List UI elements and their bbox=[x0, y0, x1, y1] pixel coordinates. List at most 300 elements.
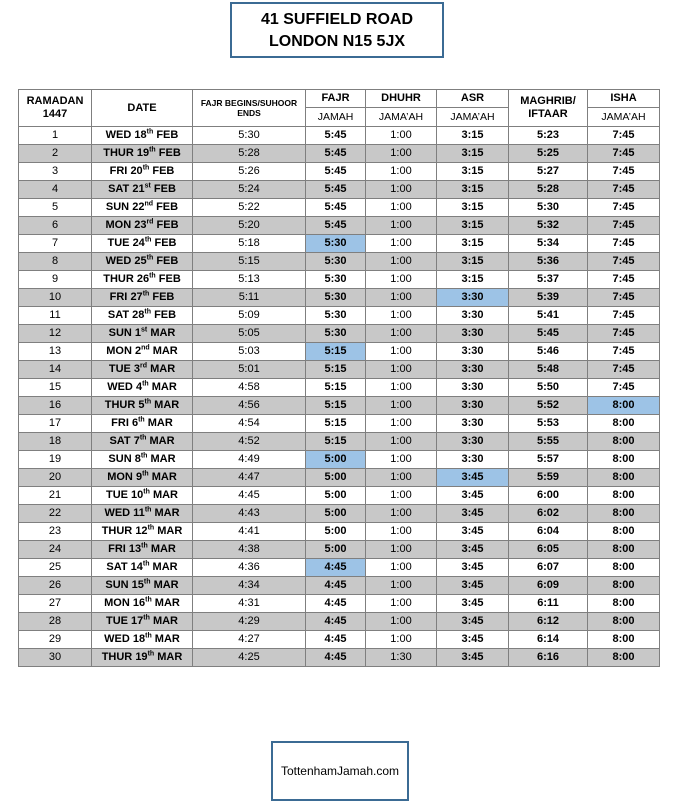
day-number: 21 bbox=[132, 183, 145, 195]
ordinal-suffix: th bbox=[147, 650, 155, 658]
date-cell bbox=[92, 163, 193, 181]
weekday: THUR bbox=[103, 273, 134, 285]
dhuhr-jamaah-cell: 1:00 bbox=[366, 145, 437, 163]
isha-jamaah-cell: 8:00 bbox=[588, 451, 660, 469]
day-number: 8 bbox=[134, 453, 141, 465]
maghrib-iftaar-cell: 5:34 bbox=[509, 235, 588, 253]
day-number: 5 bbox=[138, 399, 145, 411]
isha-jamaah-cell: 7:45 bbox=[588, 307, 660, 325]
day-number: 24 bbox=[132, 237, 145, 249]
isha-jamaah-cell: 7:45 bbox=[588, 289, 660, 307]
dhuhr-jamaah-cell: 1:00 bbox=[366, 361, 437, 379]
fajr-begins-cell: 4:38 bbox=[193, 541, 306, 559]
asr-jamaah-cell: 3:15 bbox=[437, 235, 509, 253]
maghrib-iftaar-cell: 5:55 bbox=[509, 433, 588, 451]
ramadan-timetable bbox=[18, 89, 660, 667]
dhuhr-jamaah-cell: 1:00 bbox=[366, 217, 437, 235]
maghrib-iftaar-cell: 5:23 bbox=[509, 127, 588, 145]
maghrib-iftaar-cell: 6:14 bbox=[509, 631, 588, 649]
date-cell bbox=[92, 289, 193, 307]
maghrib-iftaar-cell: 6:00 bbox=[509, 487, 588, 505]
maghrib-iftaar-cell: 5:27 bbox=[509, 163, 588, 181]
table-row bbox=[19, 127, 660, 145]
asr-jamaah-cell: 3:30 bbox=[437, 361, 509, 379]
date-cell bbox=[92, 199, 193, 217]
dhuhr-jamaah-cell: 1:00 bbox=[366, 613, 437, 631]
maghrib-iftaar-cell: 5:59 bbox=[509, 469, 588, 487]
fajr-jamah-cell: 5:00 bbox=[306, 541, 366, 559]
fajr-jamah-cell: 5:00 bbox=[306, 487, 366, 505]
asr-jamaah-cell: 3:45 bbox=[437, 649, 509, 667]
fajr-jamah-cell: 4:45 bbox=[306, 595, 366, 613]
isha-jamaah-cell: 7:45 bbox=[588, 235, 660, 253]
weekday: SUN bbox=[108, 327, 132, 339]
date-cell bbox=[92, 469, 193, 487]
ordinal-suffix: nd bbox=[141, 344, 150, 352]
table-row bbox=[19, 577, 660, 595]
weekday: SAT bbox=[107, 309, 130, 321]
maghrib-iftaar-cell: 5:28 bbox=[509, 181, 588, 199]
ordinal-suffix: th bbox=[146, 254, 154, 262]
weekday: FRI bbox=[109, 165, 128, 177]
weekday: WED bbox=[105, 255, 132, 267]
weekday: THUR bbox=[103, 147, 134, 159]
maghrib-iftaar-cell: 5:46 bbox=[509, 343, 588, 361]
weekday: FRI bbox=[109, 291, 128, 303]
month: MAR bbox=[150, 453, 176, 465]
ordinal-suffix: th bbox=[146, 128, 154, 136]
ramadan-header: RAMADAN 1447 bbox=[19, 90, 92, 127]
fajr-begins-cell: 5:01 bbox=[193, 361, 306, 379]
date-cell bbox=[92, 451, 193, 469]
ordinal-suffix: th bbox=[145, 596, 152, 604]
date-cell bbox=[92, 631, 193, 649]
weekday: SAT bbox=[106, 561, 128, 573]
isha-jamaah-cell: 8:00 bbox=[588, 469, 660, 487]
date-cell bbox=[92, 379, 193, 397]
isha-jamaah-cell: 7:45 bbox=[588, 343, 660, 361]
asr-subheader: JAMA’AH bbox=[437, 108, 509, 127]
month: MAR bbox=[152, 615, 179, 627]
fajr-jamah-cell: 4:45 bbox=[306, 559, 366, 577]
isha-jamaah-cell: 8:00 bbox=[588, 559, 660, 577]
timetable-body bbox=[19, 127, 660, 667]
fajr-begins-cell: 5:18 bbox=[193, 235, 306, 253]
month: MAR bbox=[147, 417, 173, 429]
isha-jamaah-cell: 7:45 bbox=[588, 271, 660, 289]
date-cell bbox=[92, 613, 193, 631]
fajr-begins-cell: 4:54 bbox=[193, 415, 306, 433]
maghrib-iftaar-cell: 5:37 bbox=[509, 271, 588, 289]
fajr-begins-cell: 4:27 bbox=[193, 631, 306, 649]
day-number: 4 bbox=[135, 381, 143, 393]
fajr-begins-cell: 4:41 bbox=[193, 523, 306, 541]
date-cell bbox=[92, 433, 193, 451]
ramadan-day-cell: 13 bbox=[19, 343, 92, 361]
ramadan-day-cell: 19 bbox=[19, 451, 92, 469]
weekday: WED bbox=[107, 381, 133, 393]
fajr-jamah-cell: 5:15 bbox=[306, 361, 366, 379]
date-cell bbox=[92, 145, 193, 163]
day-number: 22 bbox=[132, 201, 145, 213]
month: MAR bbox=[149, 435, 175, 447]
date-cell bbox=[92, 487, 193, 505]
isha-jamaah-cell: 7:45 bbox=[588, 361, 660, 379]
asr-jamaah-cell: 3:30 bbox=[437, 325, 509, 343]
ordinal-suffix: rd bbox=[140, 362, 148, 370]
fajr-begins-cell: 5:20 bbox=[193, 217, 306, 235]
isha-jamaah-cell: 7:45 bbox=[588, 163, 660, 181]
asr-jamaah-cell: 3:15 bbox=[437, 181, 509, 199]
day-number: 18 bbox=[132, 633, 146, 645]
dhuhr-subheader: JAMA’AH bbox=[366, 108, 437, 127]
ordinal-suffix: th bbox=[142, 560, 150, 568]
asr-jamaah-cell: 3:30 bbox=[437, 343, 509, 361]
dhuhr-jamaah-cell: 1:00 bbox=[366, 415, 437, 433]
month: MAR bbox=[150, 363, 176, 375]
ramadan-day-cell: 23 bbox=[19, 523, 92, 541]
date-cell bbox=[92, 415, 193, 433]
ordinal-suffix: th bbox=[143, 578, 151, 586]
fajr-jamah-cell: 5:00 bbox=[306, 523, 366, 541]
month: FEB bbox=[156, 201, 179, 213]
maghrib-iftaar-cell: 5:30 bbox=[509, 199, 588, 217]
month: FEB bbox=[154, 237, 177, 249]
ordinal-suffix: nd bbox=[144, 200, 154, 208]
ordinal-suffix: th bbox=[144, 398, 152, 406]
table-row bbox=[19, 253, 660, 271]
maghrib-header: MAGHRIB/ IFTAAR bbox=[509, 90, 588, 127]
weekday: SUN bbox=[105, 579, 129, 591]
asr-jamaah-cell: 3:15 bbox=[437, 271, 509, 289]
isha-jamaah-cell: 7:45 bbox=[588, 199, 660, 217]
dhuhr-jamaah-cell: 1:00 bbox=[366, 541, 437, 559]
maghrib-iftaar-cell: 6:11 bbox=[509, 595, 588, 613]
dhuhr-header: DHUHR bbox=[366, 90, 437, 108]
dhuhr-jamaah-cell: 1:30 bbox=[366, 649, 437, 667]
asr-jamaah-cell: 3:45 bbox=[437, 559, 509, 577]
date-cell bbox=[92, 649, 193, 667]
address-line-2: LONDON N15 5JX bbox=[268, 33, 406, 50]
dhuhr-jamaah-cell: 1:00 bbox=[366, 631, 437, 649]
fajr-begins-cell: 4:36 bbox=[193, 559, 306, 577]
day-number: 7 bbox=[133, 435, 140, 447]
ramadan-day-cell: 20 bbox=[19, 469, 92, 487]
ramadan-day-cell: 30 bbox=[19, 649, 92, 667]
weekday: SUN bbox=[105, 201, 130, 213]
table-row bbox=[19, 649, 660, 667]
maghrib-iftaar-cell: 6:09 bbox=[509, 577, 588, 595]
ramadan-day-cell: 21 bbox=[19, 487, 92, 505]
asr-jamaah-cell: 3:30 bbox=[437, 379, 509, 397]
month: MAR bbox=[157, 651, 183, 663]
day-number: 28 bbox=[132, 309, 145, 321]
date-cell bbox=[92, 577, 193, 595]
website-label: TottenhamJamah.com bbox=[280, 764, 400, 778]
dhuhr-jamaah-cell: 1:00 bbox=[366, 487, 437, 505]
fajr-jamah-cell: 5:45 bbox=[306, 199, 366, 217]
isha-jamaah-cell: 7:45 bbox=[588, 379, 660, 397]
ramadan-day-cell: 5 bbox=[19, 199, 92, 217]
table-row bbox=[19, 397, 660, 415]
dhuhr-jamaah-cell: 1:00 bbox=[366, 451, 437, 469]
ordinal-suffix: th bbox=[142, 164, 150, 172]
date-cell bbox=[92, 505, 193, 523]
table-row bbox=[19, 487, 660, 505]
fajr-begins-cell: 5:22 bbox=[193, 199, 306, 217]
maghrib-iftaar-cell: 5:39 bbox=[509, 289, 588, 307]
dhuhr-jamaah-cell: 1:00 bbox=[366, 379, 437, 397]
date-cell bbox=[92, 127, 193, 145]
dhuhr-jamaah-cell: 1:00 bbox=[366, 199, 437, 217]
mosque-address-box bbox=[230, 2, 444, 58]
dhuhr-jamaah-cell: 1:00 bbox=[366, 127, 437, 145]
date-cell bbox=[92, 361, 193, 379]
asr-jamaah-cell: 3:45 bbox=[437, 541, 509, 559]
asr-jamaah-cell: 3:30 bbox=[437, 433, 509, 451]
table-row bbox=[19, 433, 660, 451]
maghrib-iftaar-cell: 6:16 bbox=[509, 649, 588, 667]
month: MAR bbox=[154, 507, 180, 519]
asr-jamaah-cell: 3:45 bbox=[437, 613, 509, 631]
table-row bbox=[19, 235, 660, 253]
month: FEB bbox=[156, 219, 179, 231]
fajr-jamah-cell: 5:45 bbox=[306, 127, 366, 145]
ramadan-day-cell: 16 bbox=[19, 397, 92, 415]
month: MAR bbox=[157, 525, 183, 537]
asr-jamaah-cell: 3:15 bbox=[437, 253, 509, 271]
fajr-begins-cell: 5:24 bbox=[193, 181, 306, 199]
day-number: 27 bbox=[130, 291, 143, 303]
day-number: 13 bbox=[128, 543, 142, 555]
maghrib-iftaar-cell: 6:12 bbox=[509, 613, 588, 631]
weekday: TUE bbox=[108, 363, 131, 375]
month: MAR bbox=[154, 633, 180, 645]
dhuhr-jamaah-cell: 1:00 bbox=[366, 577, 437, 595]
dhuhr-jamaah-cell: 1:00 bbox=[366, 181, 437, 199]
fajr-jamah-cell: 5:00 bbox=[306, 469, 366, 487]
fajr-jamah-cell: 5:30 bbox=[306, 253, 366, 271]
month: FEB bbox=[156, 129, 179, 141]
day-number: 23 bbox=[134, 219, 147, 231]
ordinal-suffix: th bbox=[143, 614, 150, 622]
fajr-jamah-cell: 4:45 bbox=[306, 613, 366, 631]
weekday: SAT bbox=[109, 435, 131, 447]
month: FEB bbox=[152, 291, 175, 303]
day-number: 15 bbox=[131, 579, 144, 591]
day-number: 26 bbox=[136, 273, 150, 285]
fajr-begins-cell: 4:43 bbox=[193, 505, 306, 523]
isha-jamaah-cell: 7:45 bbox=[588, 145, 660, 163]
table-row bbox=[19, 541, 660, 559]
ordinal-suffix: th bbox=[149, 272, 156, 280]
weekday: SAT bbox=[108, 183, 130, 195]
ramadan-day-cell: 3 bbox=[19, 163, 92, 181]
ramadan-day-cell: 17 bbox=[19, 415, 92, 433]
ordinal-suffix: th bbox=[143, 488, 150, 496]
ramadan-day-cell: 6 bbox=[19, 217, 92, 235]
fajr-begins-cell: 5:11 bbox=[193, 289, 306, 307]
isha-jamaah-cell: 8:00 bbox=[588, 577, 660, 595]
weekday: WED bbox=[105, 129, 132, 141]
asr-header: ASR bbox=[437, 90, 509, 108]
fajr-begins-cell: 5:13 bbox=[193, 271, 306, 289]
date-header: DATE bbox=[92, 90, 193, 127]
day-number: 14 bbox=[130, 561, 143, 573]
maghrib-iftaar-cell: 5:32 bbox=[509, 217, 588, 235]
month: MAR bbox=[151, 381, 177, 393]
isha-jamaah-cell: 8:00 bbox=[588, 541, 660, 559]
date-cell bbox=[92, 217, 193, 235]
fajr-begins-cell: 4:52 bbox=[193, 433, 306, 451]
ordinal-suffix: th bbox=[142, 470, 149, 478]
fajr-jamah-cell: 5:15 bbox=[306, 379, 366, 397]
table-row bbox=[19, 379, 660, 397]
ramadan-day-cell: 15 bbox=[19, 379, 92, 397]
table-row bbox=[19, 415, 660, 433]
ramadan-day-cell: 26 bbox=[19, 577, 92, 595]
weekday: FRI bbox=[108, 543, 126, 555]
fajr-jamah-cell: 5:45 bbox=[306, 217, 366, 235]
asr-jamaah-cell: 3:30 bbox=[437, 451, 509, 469]
asr-jamaah-cell: 3:15 bbox=[437, 199, 509, 217]
ordinal-suffix: th bbox=[149, 146, 156, 154]
asr-jamaah-cell: 3:45 bbox=[437, 505, 509, 523]
isha-jamaah-cell: 8:00 bbox=[588, 613, 660, 631]
fajr-jamah-cell: 5:45 bbox=[306, 145, 366, 163]
maghrib-iftaar-cell: 5:50 bbox=[509, 379, 588, 397]
dhuhr-jamaah-cell: 1:00 bbox=[366, 289, 437, 307]
table-row bbox=[19, 595, 660, 613]
weekday: FRI bbox=[111, 417, 129, 429]
fajr-jamah-cell: 4:45 bbox=[306, 631, 366, 649]
dhuhr-jamaah-cell: 1:00 bbox=[366, 469, 437, 487]
weekday: MON bbox=[105, 219, 132, 231]
ramadan-day-cell: 11 bbox=[19, 307, 92, 325]
ordinal-suffix: th bbox=[141, 542, 148, 550]
fajr-jamah-cell: 5:00 bbox=[306, 451, 366, 469]
ordinal-suffix: th bbox=[144, 236, 152, 244]
date-cell bbox=[92, 181, 193, 199]
month: FEB bbox=[152, 165, 175, 177]
month: MAR bbox=[152, 345, 178, 357]
asr-jamaah-cell: 3:45 bbox=[437, 469, 509, 487]
dhuhr-jamaah-cell: 1:00 bbox=[366, 505, 437, 523]
fajr-jamah-cell: 4:45 bbox=[306, 577, 366, 595]
isha-jamaah-cell: 7:45 bbox=[588, 181, 660, 199]
fajr-jamah-cell: 5:30 bbox=[306, 289, 366, 307]
date-cell bbox=[92, 271, 193, 289]
table-row bbox=[19, 631, 660, 649]
table-row bbox=[19, 307, 660, 325]
isha-header: ISHA bbox=[588, 90, 660, 108]
date-cell bbox=[92, 253, 193, 271]
weekday: TUE bbox=[105, 615, 128, 627]
month: MAR bbox=[150, 543, 176, 555]
maghrib-iftaar-cell: 6:04 bbox=[509, 523, 588, 541]
ramadan-day-cell: 18 bbox=[19, 433, 92, 451]
table-row bbox=[19, 523, 660, 541]
fajr-jamah-cell: 5:15 bbox=[306, 415, 366, 433]
ramadan-day-cell: 25 bbox=[19, 559, 92, 577]
fajr-jamah-cell: 4:45 bbox=[306, 649, 366, 667]
isha-jamaah-cell: 8:00 bbox=[588, 649, 660, 667]
month: MAR bbox=[154, 399, 180, 411]
fajr-jamah-cell: 5:45 bbox=[306, 163, 366, 181]
asr-jamaah-cell: 3:45 bbox=[437, 487, 509, 505]
asr-jamaah-cell: 3:30 bbox=[437, 397, 509, 415]
day-number: 3 bbox=[133, 363, 141, 375]
table-row bbox=[19, 505, 660, 523]
table-row bbox=[19, 469, 660, 487]
fajr-begins-cell: 5:09 bbox=[193, 307, 306, 325]
maghrib-iftaar-cell: 5:36 bbox=[509, 253, 588, 271]
month: FEB bbox=[156, 255, 179, 267]
isha-jamaah-cell: 8:00 bbox=[588, 523, 660, 541]
month: MAR bbox=[152, 561, 178, 573]
fajr-begins-cell: 5:05 bbox=[193, 325, 306, 343]
maghrib-iftaar-cell: 5:25 bbox=[509, 145, 588, 163]
dhuhr-jamaah-cell: 1:00 bbox=[366, 433, 437, 451]
weekday: THUR bbox=[101, 651, 133, 663]
asr-jamaah-cell: 3:30 bbox=[437, 289, 509, 307]
dhuhr-jamaah-cell: 1:00 bbox=[366, 325, 437, 343]
asr-jamaah-cell: 3:15 bbox=[437, 145, 509, 163]
day-number: 1 bbox=[134, 327, 142, 339]
fajr-begins-cell: 5:30 bbox=[193, 127, 306, 145]
fajr-begins-cell: 5:26 bbox=[193, 163, 306, 181]
ordinal-suffix: st bbox=[144, 182, 151, 190]
date-cell bbox=[92, 325, 193, 343]
table-row bbox=[19, 613, 660, 631]
fajr-begins-cell: 4:34 bbox=[193, 577, 306, 595]
month: MAR bbox=[150, 327, 176, 339]
dhuhr-jamaah-cell: 1:00 bbox=[366, 235, 437, 253]
fajr-jamah-cell: 5:15 bbox=[306, 397, 366, 415]
ramadan-day-cell: 29 bbox=[19, 631, 92, 649]
fajr-jamah-cell: 5:30 bbox=[306, 235, 366, 253]
month: MAR bbox=[151, 471, 177, 483]
table-row bbox=[19, 217, 660, 235]
day-number: 19 bbox=[136, 147, 150, 159]
maghrib-iftaar-cell: 6:02 bbox=[509, 505, 588, 523]
asr-jamaah-cell: 3:45 bbox=[437, 577, 509, 595]
month: MAR bbox=[152, 489, 179, 501]
day-number: 16 bbox=[132, 597, 146, 609]
fajr-begins-header: FAJR BEGINS/SUHOOR ENDS bbox=[193, 90, 306, 127]
day-number: 20 bbox=[130, 165, 143, 177]
asr-jamaah-cell: 3:15 bbox=[437, 163, 509, 181]
maghrib-iftaar-cell: 5:57 bbox=[509, 451, 588, 469]
fajr-jamah-cell: 5:30 bbox=[306, 307, 366, 325]
dhuhr-jamaah-cell: 1:00 bbox=[366, 523, 437, 541]
asr-jamaah-cell: 3:30 bbox=[437, 307, 509, 325]
fajr-header: FAJR bbox=[306, 90, 366, 108]
weekday: MON bbox=[106, 345, 132, 357]
isha-jamaah-cell: 7:45 bbox=[588, 325, 660, 343]
fajr-begins-cell: 4:58 bbox=[193, 379, 306, 397]
maghrib-iftaar-cell: 5:53 bbox=[509, 415, 588, 433]
ordinal-suffix: th bbox=[142, 290, 150, 298]
ordinal-suffix: th bbox=[142, 380, 149, 388]
website-box bbox=[271, 741, 409, 801]
dhuhr-jamaah-cell: 1:00 bbox=[366, 271, 437, 289]
fajr-begins-cell: 4:31 bbox=[193, 595, 306, 613]
ramadan-day-cell: 22 bbox=[19, 505, 92, 523]
weekday: WED bbox=[104, 507, 131, 519]
ramadan-day-cell: 7 bbox=[19, 235, 92, 253]
table-row bbox=[19, 199, 660, 217]
